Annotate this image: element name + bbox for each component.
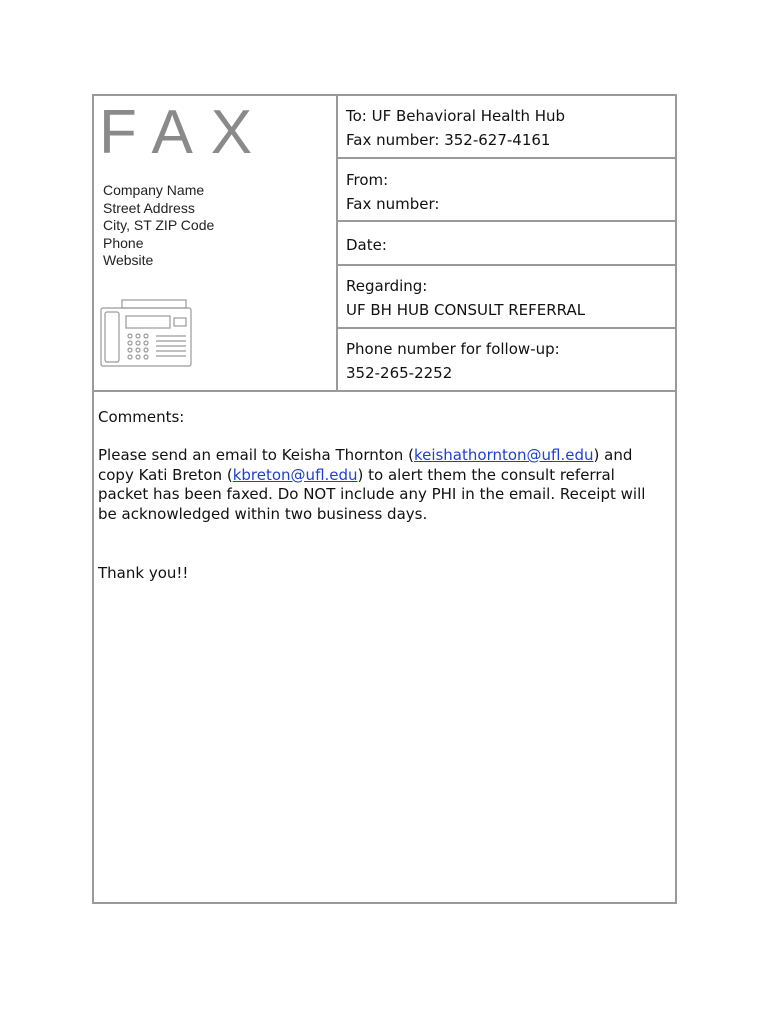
to-line: To: UF Behavioral Health Hub	[346, 107, 566, 125]
fax-cover-sheet	[92, 94, 677, 904]
sender-panel	[94, 96, 338, 392]
city-state-zip: City, ST ZIP Code	[103, 217, 215, 233]
section-divider	[94, 390, 675, 392]
followup-phone: 352-265-2252	[346, 363, 453, 382]
from-fax-number: Fax number:	[346, 194, 440, 213]
email-link-keisha[interactable]: keishathornton@ufl.edu	[413, 446, 594, 464]
sender-phone: Phone	[103, 234, 144, 251]
recipient-panel	[338, 96, 675, 392]
sender-website: Website	[103, 252, 154, 268]
comments-text: ) to alert them the consult referral packet has been faxed. Do NOT include any PHI in the email. Receipt will be acknowledged within two business days.	[98, 465, 646, 524]
date-line: Date:	[346, 236, 387, 254]
fax-machine-icon	[100, 296, 192, 368]
comments-text: ) and copy Kati Breton (	[98, 446, 633, 484]
regarding-label: Regarding:	[346, 277, 428, 295]
followup-label: Phone number for follow-up:	[346, 340, 560, 358]
comments-label: Comments:	[98, 408, 185, 426]
street-address: Street Address	[103, 199, 195, 216]
date-field	[338, 222, 675, 266]
closing-thanks: Thank you!!	[98, 563, 189, 582]
regarding-value: UF BH HUB CONSULT REFERRAL	[346, 300, 586, 319]
fax-title: FAX	[99, 98, 271, 167]
regarding-field	[338, 266, 675, 329]
email-link-kati[interactable]: kbreton@ufl.edu	[232, 465, 358, 484]
comments-section	[98, 406, 668, 583]
from-field	[338, 159, 675, 222]
comments-body	[98, 446, 668, 525]
comments-text: Please send an email to Keisha Thornton (	[98, 446, 414, 464]
to-fax-number: Fax number: 352-627-4161	[346, 130, 551, 149]
to-field	[338, 96, 675, 159]
sender-block	[103, 182, 214, 270]
company-name: Company Name	[103, 182, 205, 198]
from-line: From:	[346, 171, 389, 189]
followup-field	[338, 329, 675, 390]
